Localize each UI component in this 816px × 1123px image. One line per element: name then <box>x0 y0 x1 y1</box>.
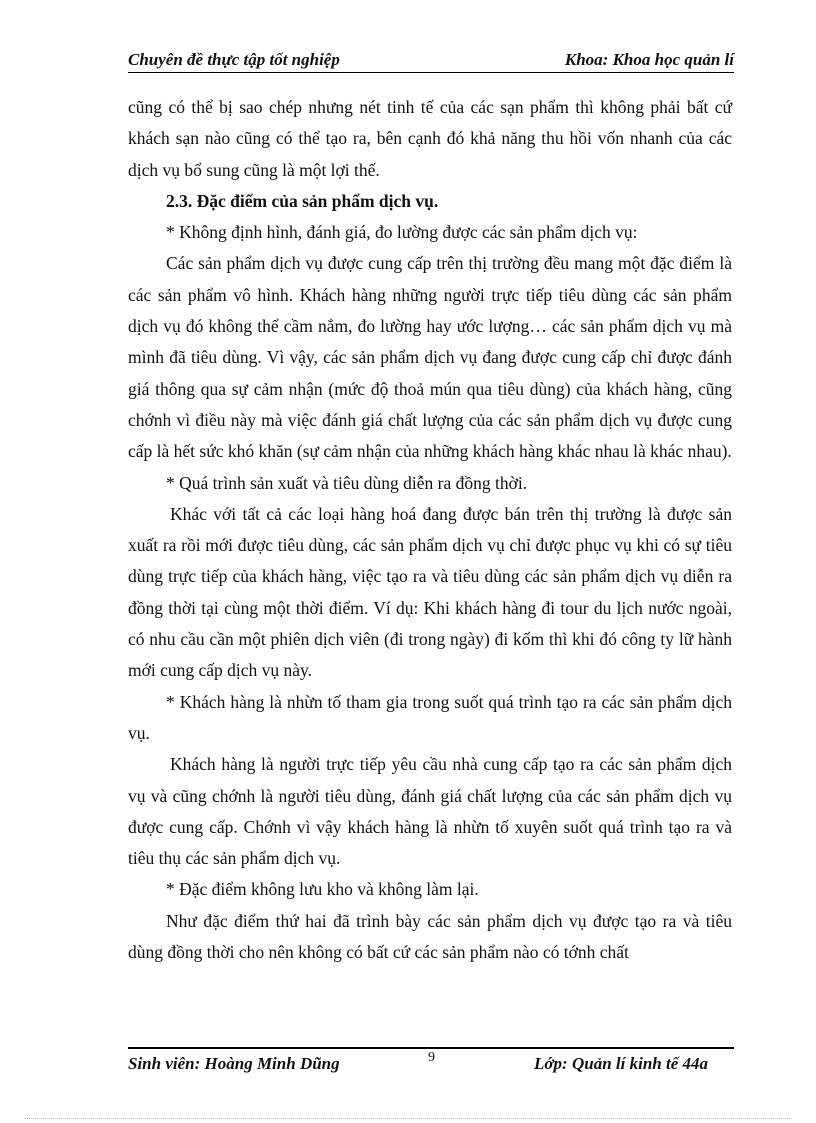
paragraph-intangible: Các sản phẩm dịch vụ được cung cấp trên thị trường đều mang một đặc điểm là các sản phẩm vô hình. Khách hàng những người trực tiếp tiêu dùng các sản phẩm dịch vụ đó không thể cầm nắm, đo lường hay ước lượng… các sản phẩm dịch vụ mà mình đã tiêu dùng. Vì vậy, các sản phẩm dịch vụ đang được cung cấp chỉ được đánh giá thông qua sự cảm nhận (mức độ thoả mún qua tiêu dùng) của khách hàng, cũng chớnh vì điều này mà việc đánh giá chất lượng của các sản phẩm dịch vụ được cung cấp là hết sức khó khăn (sự cảm nhận của những khách hàng khác nhau là khác nhau). <box>128 253 732 462</box>
header-department: Khoa: Khoa học quản lí <box>564 50 734 69</box>
page-number: 9 <box>428 1050 435 1065</box>
page-header <box>128 50 734 73</box>
header-title: Chuyên đề thực tập tốt nghiệp <box>128 50 340 69</box>
bullet-simultaneous: * Quá trình sản xuất và tiêu dùng diễn ra đồng thời. <box>166 472 528 493</box>
footer-class: Lớp: Quản lí kinh tế 44a <box>534 1054 708 1073</box>
page-edge <box>24 1118 792 1119</box>
footer-student: Sinh viên: Hoàng Minh Dũng <box>128 1054 340 1073</box>
bullet-customer-participation: * Khách hàng là nhừn tố tham gia trong suốt quá trình tạo ra các sản phẩm dịch vụ. <box>128 691 732 743</box>
bullet-intangible: * Không định hình, đánh giá, đo lường được các sản phẩm dịch vụ: <box>166 222 638 243</box>
paragraph-no-storage: Như đặc điểm thứ hai đã trình bày các sản phẩm dịch vụ được tạo ra và tiêu dùng đồng thời cho nên không có bất cứ các sản phẩm nào có tớnh chất <box>128 910 732 963</box>
paragraph-continuation: cũng có thể bị sao chép nhưng nét tinh tế của các sạn phẩm thì không phải bất cứ khách sạn nào cũng có thể tạo ra, bên cạnh đó khả năng thu hồi vốn nhanh của các dịch vụ bổ sung cũng là một lợi thế. <box>128 97 732 180</box>
section-heading: 2.3. Đặc điểm của sản phẩm dịch vụ. <box>166 190 439 211</box>
paragraph-customer-participation: Khách hàng là người trực tiếp yêu cầu nhà cung cấp tạo ra các sản phẩm dịch vụ và cũng chớnh là người tiêu dùng, đánh giá chất lượng của các sản phẩm dịch vụ được cung cấp. Chớnh vì vậy khách hàng là nhừn tố xuyên suốt quá trình tạo ra và tiêu thụ các sản phẩm dịch vụ. <box>128 754 732 869</box>
document-body <box>128 92 732 968</box>
paragraph-simultaneous: Khác với tất cả các loại hàng hoá đang được bán trên thị trường là được sản xuất ra rồi mới được tiêu dùng, các sản phẩm dịch vụ chỉ được phục vụ khi có sự tiêu dùng trực tiếp của khách hàng, việc tạo ra và tiêu dùng các sản phẩm dịch vụ diễn ra đồng thời tại cùng một thời điểm. Ví dụ: Khi khách hàng đi tour du lịch nước ngoài, có nhu cầu cần một phiên dịch viên (đi trong ngày) đi kốm thì khi đó công ty lữ hành mới cung cấp dịch vụ này. <box>128 503 732 681</box>
page-footer <box>128 1050 734 1078</box>
footer-divider <box>128 1047 734 1049</box>
bullet-no-storage: * Đặc điểm không lưu kho và không làm lại. <box>166 879 479 900</box>
